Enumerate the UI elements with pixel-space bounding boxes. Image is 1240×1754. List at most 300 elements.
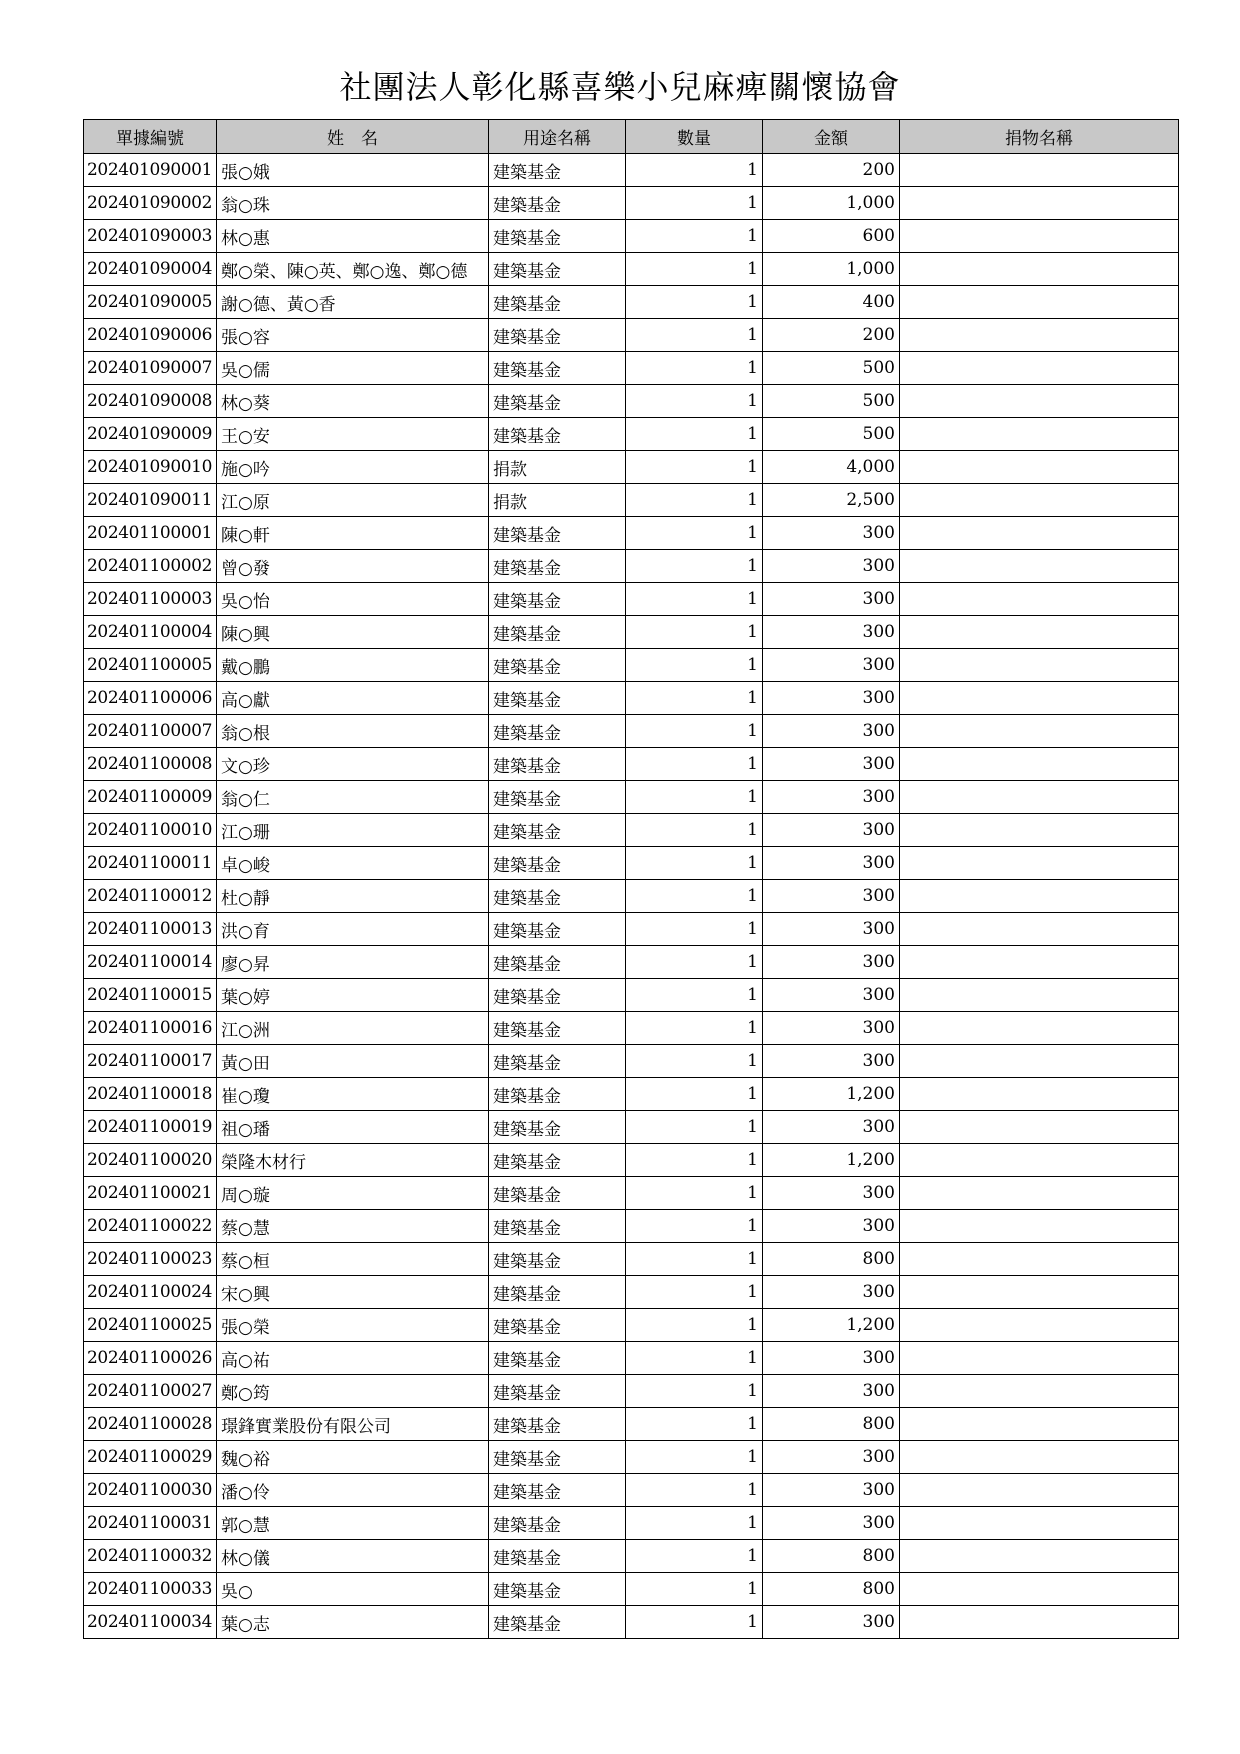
cell-item-name: [900, 1573, 1179, 1606]
cell-quantity: 1: [626, 154, 763, 187]
cell-donor-name: 杜○靜: [217, 880, 489, 913]
cell-receipt-id: 202401100028: [84, 1408, 217, 1441]
cell-item-name: [900, 1045, 1179, 1078]
cell-receipt-id: 202401100018: [84, 1078, 217, 1111]
cell-receipt-id: 202401100001: [84, 517, 217, 550]
table-row: [84, 814, 1179, 847]
cell-purpose: 建築基金: [489, 1342, 626, 1375]
cell-quantity: 1: [626, 550, 763, 583]
cell-donor-name: 葉○志: [217, 1606, 489, 1639]
cell-donor-name: 江○原: [217, 484, 489, 517]
cell-quantity: 1: [626, 979, 763, 1012]
cell-item-name: [900, 1012, 1179, 1045]
cell-purpose: 建築基金: [489, 715, 626, 748]
cell-donor-name: 林○惠: [217, 220, 489, 253]
cell-receipt-id: 202401100003: [84, 583, 217, 616]
donation-table: [83, 119, 1179, 1639]
cell-quantity: 1: [626, 1309, 763, 1342]
table-row: [84, 253, 1179, 286]
cell-quantity: 1: [626, 682, 763, 715]
table-row: [84, 1474, 1179, 1507]
cell-donor-name: 吳○儒: [217, 352, 489, 385]
table-row: [84, 319, 1179, 352]
table-row: [84, 649, 1179, 682]
cell-quantity: 1: [626, 1507, 763, 1540]
cell-donor-name: 吳○怡: [217, 583, 489, 616]
cell-donor-name: 張○容: [217, 319, 489, 352]
cell-receipt-id: 202401100029: [84, 1441, 217, 1474]
cell-quantity: 1: [626, 1474, 763, 1507]
cell-quantity: 1: [626, 1606, 763, 1639]
cell-quantity: 1: [626, 220, 763, 253]
cell-item-name: [900, 847, 1179, 880]
cell-purpose: 建築基金: [489, 418, 626, 451]
cell-receipt-id: 202401090010: [84, 451, 217, 484]
cell-receipt-id: 202401100017: [84, 1045, 217, 1078]
cell-receipt-id: 202401100020: [84, 1144, 217, 1177]
cell-donor-name: 高○獻: [217, 682, 489, 715]
cell-item-name: [900, 385, 1179, 418]
table-row: [84, 1177, 1179, 1210]
cell-donor-name: 郭○慧: [217, 1507, 489, 1540]
cell-purpose: 建築基金: [489, 286, 626, 319]
cell-quantity: 1: [626, 1111, 763, 1144]
cell-quantity: 1: [626, 715, 763, 748]
cell-receipt-id: 202401100034: [84, 1606, 217, 1639]
cell-amount: 1,000: [763, 253, 900, 286]
cell-donor-name: 廖○昇: [217, 946, 489, 979]
cell-receipt-id: 202401100010: [84, 814, 217, 847]
cell-purpose: 建築基金: [489, 1474, 626, 1507]
table-row: [84, 1540, 1179, 1573]
column-header-item: 捐物名稱: [900, 120, 1179, 154]
cell-item-name: [900, 286, 1179, 319]
cell-purpose: 建築基金: [489, 1507, 626, 1540]
cell-item-name: [900, 1243, 1179, 1276]
cell-item-name: [900, 1111, 1179, 1144]
cell-purpose: 建築基金: [489, 781, 626, 814]
page-title: 社團法人彰化縣喜樂小兒麻痺關懷協會: [339, 68, 901, 106]
cell-receipt-id: 202401100021: [84, 1177, 217, 1210]
cell-receipt-id: 202401100009: [84, 781, 217, 814]
cell-amount: 300: [763, 616, 900, 649]
cell-amount: 300: [763, 913, 900, 946]
cell-receipt-id: 202401090001: [84, 154, 217, 187]
cell-amount: 500: [763, 418, 900, 451]
cell-item-name: [900, 1474, 1179, 1507]
table-row: [84, 1012, 1179, 1045]
cell-quantity: 1: [626, 1177, 763, 1210]
cell-item-name: [900, 880, 1179, 913]
cell-donor-name: 蔡○桓: [217, 1243, 489, 1276]
cell-amount: 300: [763, 1375, 900, 1408]
cell-item-name: [900, 1078, 1179, 1111]
cell-purpose: 建築基金: [489, 1276, 626, 1309]
cell-quantity: 1: [626, 649, 763, 682]
cell-amount: 300: [763, 781, 900, 814]
cell-purpose: 建築基金: [489, 385, 626, 418]
cell-donor-name: 文○珍: [217, 748, 489, 781]
cell-amount: 200: [763, 154, 900, 187]
cell-purpose: 建築基金: [489, 1078, 626, 1111]
cell-item-name: [900, 1375, 1179, 1408]
cell-receipt-id: 202401100031: [84, 1507, 217, 1540]
cell-purpose: 建築基金: [489, 1606, 626, 1639]
cell-amount: 300: [763, 1276, 900, 1309]
cell-donor-name: 葉○婷: [217, 979, 489, 1012]
table-row: [84, 1243, 1179, 1276]
cell-quantity: 1: [626, 1078, 763, 1111]
cell-receipt-id: 202401100002: [84, 550, 217, 583]
column-header-name: 姓 名: [217, 120, 489, 154]
table-row: [84, 847, 1179, 880]
cell-item-name: [900, 682, 1179, 715]
cell-purpose: 捐款: [489, 451, 626, 484]
cell-quantity: 1: [626, 1408, 763, 1441]
cell-amount: 300: [763, 979, 900, 1012]
cell-receipt-id: 202401100033: [84, 1573, 217, 1606]
cell-quantity: 1: [626, 1243, 763, 1276]
cell-receipt-id: 202401090007: [84, 352, 217, 385]
table-row: [84, 880, 1179, 913]
cell-purpose: 建築基金: [489, 1441, 626, 1474]
cell-purpose: 建築基金: [489, 1111, 626, 1144]
table-row: [84, 1111, 1179, 1144]
cell-receipt-id: 202401100012: [84, 880, 217, 913]
cell-purpose: 建築基金: [489, 187, 626, 220]
table-row: [84, 1441, 1179, 1474]
table-row: [84, 1342, 1179, 1375]
cell-amount: 1,200: [763, 1078, 900, 1111]
cell-item-name: [900, 979, 1179, 1012]
cell-amount: 300: [763, 1507, 900, 1540]
cell-item-name: [900, 1210, 1179, 1243]
column-header-amount: 金額: [763, 120, 900, 154]
cell-purpose: 建築基金: [489, 1540, 626, 1573]
cell-receipt-id: 202401100008: [84, 748, 217, 781]
cell-item-name: [900, 484, 1179, 517]
cell-donor-name: 鄭○榮、陳○英、鄭○逸、鄭○德: [217, 253, 489, 286]
cell-purpose: 建築基金: [489, 913, 626, 946]
cell-item-name: [900, 1309, 1179, 1342]
cell-purpose: 建築基金: [489, 352, 626, 385]
cell-amount: 300: [763, 1045, 900, 1078]
cell-quantity: 1: [626, 847, 763, 880]
cell-amount: 300: [763, 946, 900, 979]
cell-receipt-id: 202401100032: [84, 1540, 217, 1573]
cell-purpose: 建築基金: [489, 880, 626, 913]
cell-item-name: [900, 583, 1179, 616]
cell-amount: 500: [763, 352, 900, 385]
table-row: [84, 286, 1179, 319]
cell-purpose: 建築基金: [489, 1177, 626, 1210]
cell-item-name: [900, 1441, 1179, 1474]
cell-quantity: 1: [626, 1276, 763, 1309]
cell-amount: 300: [763, 814, 900, 847]
cell-receipt-id: 202401100015: [84, 979, 217, 1012]
cell-amount: 300: [763, 715, 900, 748]
cell-quantity: 1: [626, 1540, 763, 1573]
table-row: [84, 1210, 1179, 1243]
cell-donor-name: 潘○伶: [217, 1474, 489, 1507]
cell-amount: 300: [763, 649, 900, 682]
cell-donor-name: 林○儀: [217, 1540, 489, 1573]
cell-receipt-id: 202401100027: [84, 1375, 217, 1408]
table-row: [84, 1606, 1179, 1639]
cell-receipt-id: 202401090009: [84, 418, 217, 451]
cell-quantity: 1: [626, 187, 763, 220]
table-row: [84, 187, 1179, 220]
cell-item-name: [900, 154, 1179, 187]
cell-quantity: 1: [626, 748, 763, 781]
cell-purpose: 建築基金: [489, 814, 626, 847]
cell-quantity: 1: [626, 1573, 763, 1606]
cell-quantity: 1: [626, 616, 763, 649]
cell-donor-name: 卓○峻: [217, 847, 489, 880]
cell-receipt-id: 202401090005: [84, 286, 217, 319]
table-row: [84, 1573, 1179, 1606]
cell-receipt-id: 202401100006: [84, 682, 217, 715]
cell-item-name: [900, 748, 1179, 781]
cell-amount: 400: [763, 286, 900, 319]
cell-item-name: [900, 319, 1179, 352]
cell-item-name: [900, 187, 1179, 220]
cell-purpose: 建築基金: [489, 682, 626, 715]
cell-receipt-id: 202401100005: [84, 649, 217, 682]
cell-amount: 300: [763, 1441, 900, 1474]
table-row: [84, 1045, 1179, 1078]
cell-amount: 800: [763, 1408, 900, 1441]
cell-item-name: [900, 352, 1179, 385]
cell-purpose: 建築基金: [489, 154, 626, 187]
cell-receipt-id: 202401100016: [84, 1012, 217, 1045]
cell-amount: 2,500: [763, 484, 900, 517]
table-row: [84, 748, 1179, 781]
cell-donor-name: 高○祐: [217, 1342, 489, 1375]
cell-donor-name: 璟鋒實業股份有限公司: [217, 1408, 489, 1441]
cell-donor-name: 魏○裕: [217, 1441, 489, 1474]
cell-donor-name: 祖○璠: [217, 1111, 489, 1144]
cell-item-name: [900, 616, 1179, 649]
cell-item-name: [900, 550, 1179, 583]
cell-amount: 300: [763, 1210, 900, 1243]
cell-receipt-id: 202401090006: [84, 319, 217, 352]
cell-amount: 300: [763, 1342, 900, 1375]
cell-amount: 1,200: [763, 1144, 900, 1177]
cell-item-name: [900, 1408, 1179, 1441]
cell-amount: 300: [763, 880, 900, 913]
cell-purpose: 建築基金: [489, 649, 626, 682]
cell-receipt-id: 202401100014: [84, 946, 217, 979]
cell-donor-name: 陳○興: [217, 616, 489, 649]
cell-item-name: [900, 946, 1179, 979]
cell-amount: 1,200: [763, 1309, 900, 1342]
cell-item-name: [900, 253, 1179, 286]
cell-receipt-id: 202401100025: [84, 1309, 217, 1342]
cell-receipt-id: 202401100026: [84, 1342, 217, 1375]
table-row: [84, 451, 1179, 484]
cell-purpose: 建築基金: [489, 847, 626, 880]
cell-item-name: [900, 649, 1179, 682]
cell-donor-name: 張○娥: [217, 154, 489, 187]
cell-receipt-id: 202401090011: [84, 484, 217, 517]
cell-donor-name: 王○安: [217, 418, 489, 451]
table-row: [84, 1078, 1179, 1111]
cell-quantity: 1: [626, 1012, 763, 1045]
cell-quantity: 1: [626, 385, 763, 418]
cell-purpose: 建築基金: [489, 550, 626, 583]
cell-quantity: 1: [626, 517, 763, 550]
column-header-purpose: 用途名稱: [489, 120, 626, 154]
cell-item-name: [900, 1507, 1179, 1540]
cell-quantity: 1: [626, 583, 763, 616]
cell-item-name: [900, 220, 1179, 253]
table-row: [84, 418, 1179, 451]
cell-donor-name: 曾○發: [217, 550, 489, 583]
cell-item-name: [900, 451, 1179, 484]
table-row: [84, 1144, 1179, 1177]
table-row: [84, 781, 1179, 814]
cell-quantity: 1: [626, 286, 763, 319]
cell-quantity: 1: [626, 946, 763, 979]
cell-quantity: 1: [626, 814, 763, 847]
cell-amount: 300: [763, 1606, 900, 1639]
table-row: [84, 484, 1179, 517]
cell-amount: 300: [763, 847, 900, 880]
cell-amount: 500: [763, 385, 900, 418]
cell-amount: 200: [763, 319, 900, 352]
cell-quantity: 1: [626, 913, 763, 946]
cell-receipt-id: 202401090002: [84, 187, 217, 220]
cell-quantity: 1: [626, 352, 763, 385]
cell-quantity: 1: [626, 880, 763, 913]
cell-amount: 300: [763, 550, 900, 583]
table-row: [84, 550, 1179, 583]
table-row: [84, 1276, 1179, 1309]
cell-amount: 300: [763, 1177, 900, 1210]
table-header-row: [84, 120, 1179, 154]
cell-quantity: 1: [626, 319, 763, 352]
cell-receipt-id: 202401100004: [84, 616, 217, 649]
cell-donor-name: 戴○鵬: [217, 649, 489, 682]
cell-item-name: [900, 1606, 1179, 1639]
cell-donor-name: 翁○根: [217, 715, 489, 748]
cell-receipt-id: 202401100011: [84, 847, 217, 880]
cell-item-name: [900, 781, 1179, 814]
cell-quantity: 1: [626, 1342, 763, 1375]
cell-donor-name: 陳○軒: [217, 517, 489, 550]
table-row: [84, 220, 1179, 253]
cell-donor-name: 崔○瓊: [217, 1078, 489, 1111]
cell-donor-name: 吳○: [217, 1573, 489, 1606]
table-row: [84, 385, 1179, 418]
table-row: [84, 1309, 1179, 1342]
cell-receipt-id: 202401090008: [84, 385, 217, 418]
cell-purpose: 建築基金: [489, 220, 626, 253]
cell-amount: 300: [763, 583, 900, 616]
cell-purpose: 建築基金: [489, 517, 626, 550]
table-row: [84, 1408, 1179, 1441]
cell-amount: 600: [763, 220, 900, 253]
cell-receipt-id: 202401100030: [84, 1474, 217, 1507]
cell-purpose: 捐款: [489, 484, 626, 517]
column-header-id: 單據編號: [84, 120, 217, 154]
cell-quantity: 1: [626, 484, 763, 517]
cell-donor-name: 洪○育: [217, 913, 489, 946]
table-row: [84, 517, 1179, 550]
cell-item-name: [900, 1144, 1179, 1177]
cell-amount: 300: [763, 1474, 900, 1507]
cell-item-name: [900, 1276, 1179, 1309]
table-row: [84, 616, 1179, 649]
cell-quantity: 1: [626, 253, 763, 286]
cell-receipt-id: 202401100024: [84, 1276, 217, 1309]
cell-item-name: [900, 1540, 1179, 1573]
table-row: [84, 352, 1179, 385]
cell-receipt-id: 202401100019: [84, 1111, 217, 1144]
cell-purpose: 建築基金: [489, 319, 626, 352]
cell-donor-name: 張○榮: [217, 1309, 489, 1342]
cell-quantity: 1: [626, 1375, 763, 1408]
cell-item-name: [900, 1342, 1179, 1375]
cell-receipt-id: 202401090004: [84, 253, 217, 286]
cell-quantity: 1: [626, 1045, 763, 1078]
cell-purpose: 建築基金: [489, 946, 626, 979]
table-row: [84, 1507, 1179, 1540]
cell-amount: 300: [763, 682, 900, 715]
cell-quantity: 1: [626, 1144, 763, 1177]
cell-amount: 800: [763, 1540, 900, 1573]
table-row: [84, 979, 1179, 1012]
cell-quantity: 1: [626, 451, 763, 484]
cell-purpose: 建築基金: [489, 253, 626, 286]
table-row: [84, 154, 1179, 187]
cell-amount: 4,000: [763, 451, 900, 484]
cell-purpose: 建築基金: [489, 583, 626, 616]
cell-purpose: 建築基金: [489, 1045, 626, 1078]
cell-purpose: 建築基金: [489, 748, 626, 781]
cell-amount: 800: [763, 1573, 900, 1606]
cell-item-name: [900, 418, 1179, 451]
cell-donor-name: 榮隆木材行: [217, 1144, 489, 1177]
cell-donor-name: 宋○興: [217, 1276, 489, 1309]
cell-amount: 300: [763, 748, 900, 781]
cell-item-name: [900, 913, 1179, 946]
table-row: [84, 583, 1179, 616]
cell-donor-name: 林○葵: [217, 385, 489, 418]
table-row: [84, 715, 1179, 748]
cell-donor-name: 翁○仁: [217, 781, 489, 814]
cell-receipt-id: 202401100023: [84, 1243, 217, 1276]
table-row: [84, 946, 1179, 979]
cell-purpose: 建築基金: [489, 1243, 626, 1276]
cell-donor-name: 翁○珠: [217, 187, 489, 220]
cell-purpose: 建築基金: [489, 1408, 626, 1441]
cell-donor-name: 施○吟: [217, 451, 489, 484]
cell-purpose: 建築基金: [489, 1012, 626, 1045]
table-row: [84, 1375, 1179, 1408]
cell-receipt-id: 202401090003: [84, 220, 217, 253]
cell-purpose: 建築基金: [489, 616, 626, 649]
cell-purpose: 建築基金: [489, 1309, 626, 1342]
cell-purpose: 建築基金: [489, 1573, 626, 1606]
table-body: [84, 154, 1179, 1639]
cell-donor-name: 黃○田: [217, 1045, 489, 1078]
cell-amount: 300: [763, 517, 900, 550]
cell-quantity: 1: [626, 418, 763, 451]
cell-item-name: [900, 814, 1179, 847]
cell-item-name: [900, 715, 1179, 748]
